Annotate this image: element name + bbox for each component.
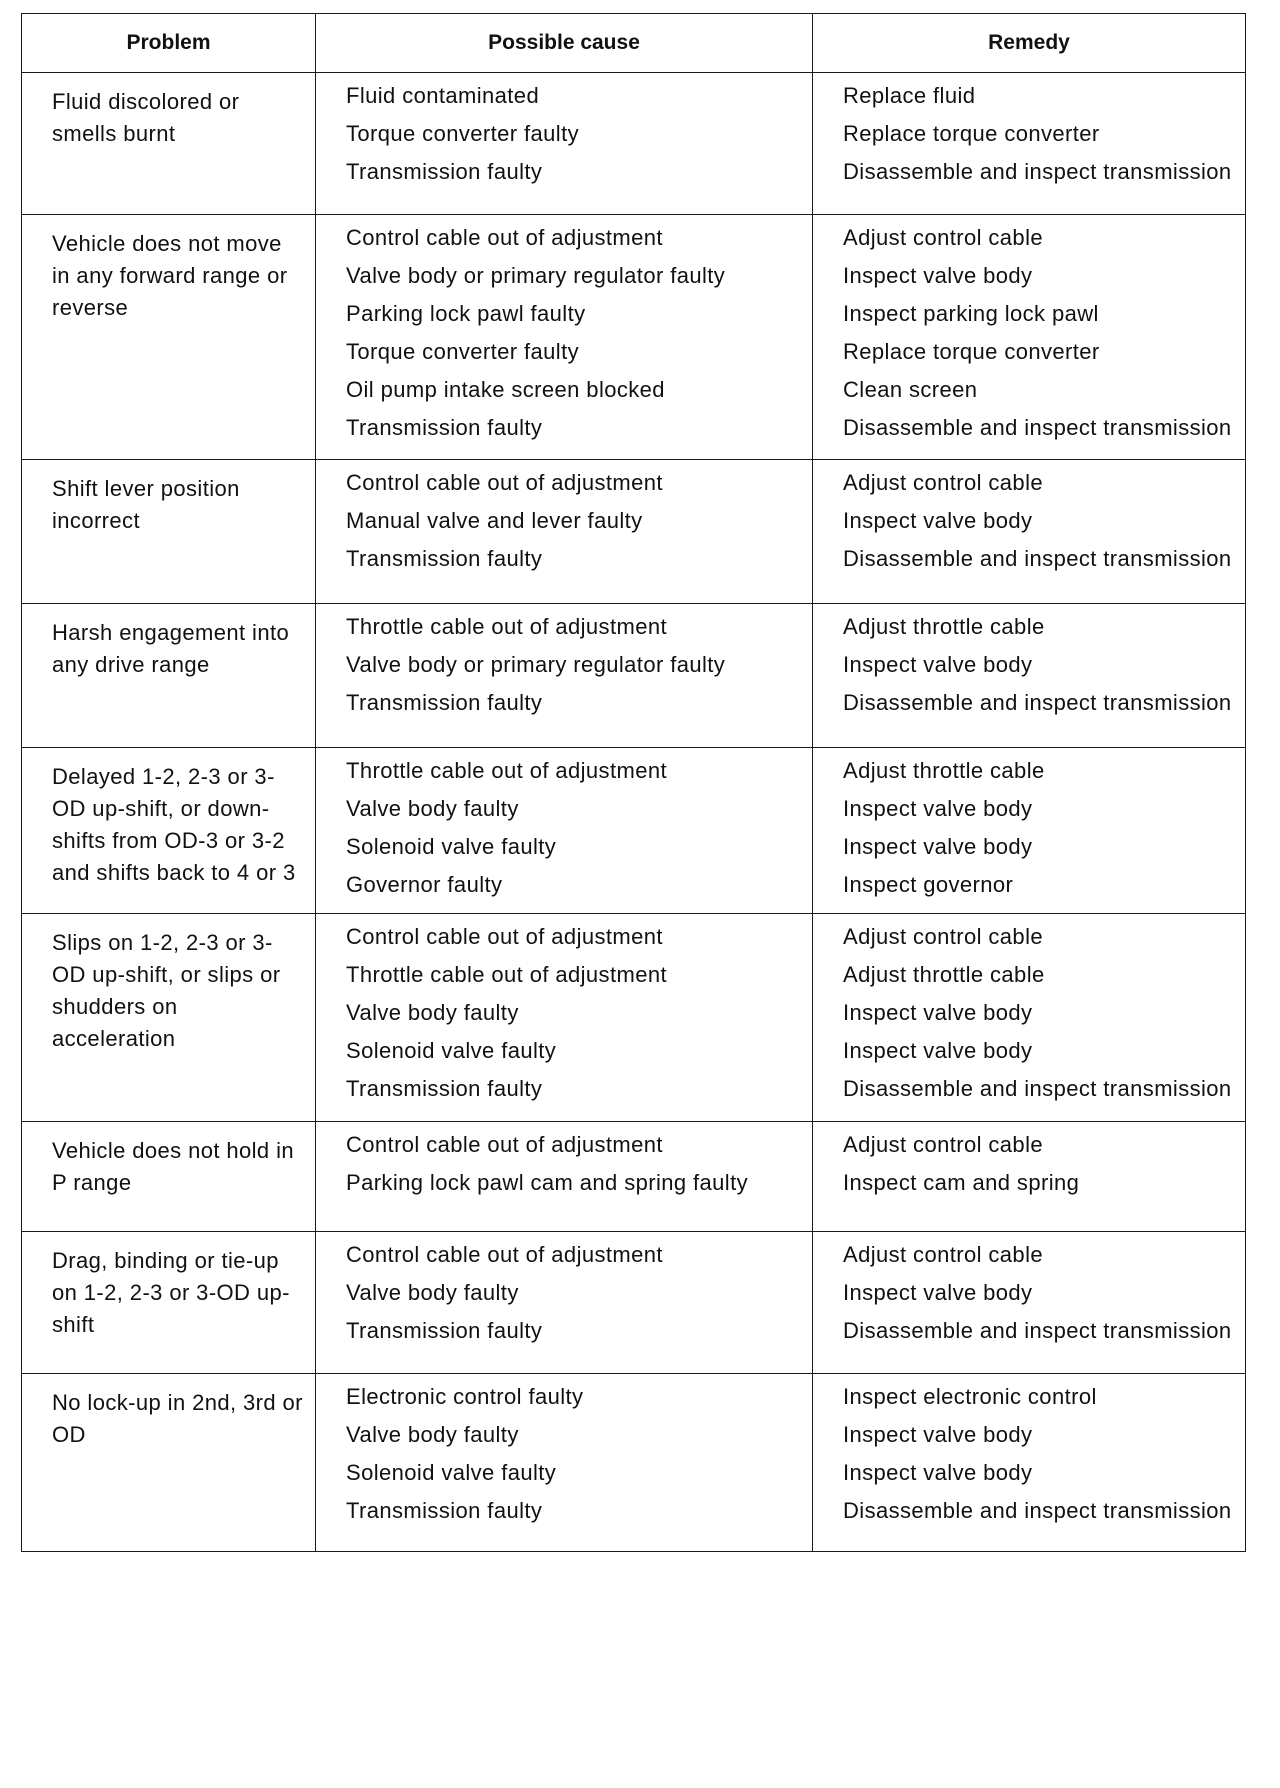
table-row xyxy=(22,748,1246,914)
table-row xyxy=(22,73,1246,215)
table-row xyxy=(22,914,1246,1122)
header-possible-cause: Possible cause xyxy=(316,14,813,73)
cause-item: Control cable out of adjustment xyxy=(346,924,663,949)
cause-item: Transmission faulty xyxy=(346,546,543,571)
cause-item: Valve body faulty xyxy=(346,1422,519,1447)
remedy-item: Inspect governor xyxy=(843,872,1014,897)
remedy-item: Adjust control cable xyxy=(843,1242,1043,1267)
problem-cell xyxy=(22,1122,316,1232)
problem-cell xyxy=(22,914,316,1122)
remedy-cell xyxy=(813,1122,1246,1232)
cause-item: Solenoid valve faulty xyxy=(346,1038,557,1063)
cause-item: Solenoid valve faulty xyxy=(346,1460,557,1485)
problem-text: Vehicle does not move in any forward range or reverse xyxy=(52,231,288,320)
remedy-item: Disassemble and inspect transmission xyxy=(843,1498,1232,1523)
remedy-item: Inspect cam and spring xyxy=(843,1170,1080,1195)
problem-cell xyxy=(22,604,316,748)
cause-item: Control cable out of adjustment xyxy=(346,225,663,250)
remedy-item: Disassemble and inspect transmission xyxy=(843,690,1232,715)
remedy-item: Inspect valve body xyxy=(843,1422,1033,1447)
header-remedy: Remedy xyxy=(813,14,1246,73)
remedy-cell xyxy=(813,1374,1246,1552)
header-problem: Problem xyxy=(22,14,316,73)
problem-text: Delayed 1-2, 2-3 or 3-OD up-shift, or down-shifts from OD-3 or 3-2 and shifts back to 4 or 3 xyxy=(52,764,296,885)
remedy-item: Inspect valve body xyxy=(843,508,1033,533)
remedy-item: Inspect valve body xyxy=(843,1000,1033,1025)
problem-cell xyxy=(22,73,316,215)
cause-item: Transmission faulty xyxy=(346,159,543,184)
table-row xyxy=(22,1122,1246,1232)
cause-item: Transmission faulty xyxy=(346,1318,543,1343)
remedy-item: Replace torque converter xyxy=(843,339,1100,364)
table-row xyxy=(22,1374,1246,1552)
possible-cause-cell xyxy=(316,1232,813,1374)
table-header-row xyxy=(22,14,1246,73)
problem-text: No lock-up in 2nd, 3rd or OD xyxy=(52,1390,303,1447)
table-row xyxy=(22,1232,1246,1374)
problem-cell xyxy=(22,460,316,604)
possible-cause-cell xyxy=(316,215,813,460)
remedy-item: Replace torque converter xyxy=(843,121,1100,146)
problem-text: Harsh engagement into any drive range xyxy=(52,620,290,677)
remedy-item: Disassemble and inspect transmission xyxy=(843,159,1232,184)
cause-item: Throttle cable out of adjustment xyxy=(346,962,667,987)
table-row xyxy=(22,215,1246,460)
possible-cause-cell xyxy=(316,604,813,748)
cause-item: Parking lock pawl cam and spring faulty xyxy=(346,1170,749,1195)
remedy-cell xyxy=(813,73,1246,215)
cause-item: Parking lock pawl faulty xyxy=(346,301,586,326)
table-row xyxy=(22,604,1246,748)
remedy-cell xyxy=(813,215,1246,460)
remedy-item: Disassemble and inspect transmission xyxy=(843,415,1232,440)
remedy-item: Inspect electronic control xyxy=(843,1384,1097,1409)
cause-item: Throttle cable out of adjustment xyxy=(346,758,667,783)
problem-text: Drag, binding or tie-up on 1-2, 2-3 or 3-OD up-shift xyxy=(52,1248,290,1337)
cause-item: Transmission faulty xyxy=(346,1076,543,1101)
possible-cause-cell xyxy=(316,460,813,604)
remedy-item: Inspect valve body xyxy=(843,652,1033,677)
troubleshooting-table xyxy=(21,13,1246,1552)
remedy-item: Adjust control cable xyxy=(843,924,1043,949)
remedy-item: Inspect valve body xyxy=(843,834,1033,859)
remedy-item: Adjust throttle cable xyxy=(843,614,1045,639)
problem-text: Slips on 1-2, 2-3 or 3-OD up-shift, or slips or shudders on acceleration xyxy=(52,930,281,1051)
remedy-item: Disassemble and inspect transmission xyxy=(843,546,1232,571)
cause-item: Throttle cable out of adjustment xyxy=(346,614,667,639)
remedy-item: Clean screen xyxy=(843,377,978,402)
remedy-item: Adjust control cable xyxy=(843,225,1043,250)
cause-item: Governor faulty xyxy=(346,872,503,897)
remedy-item: Inspect valve body xyxy=(843,1460,1033,1485)
remedy-item: Replace fluid xyxy=(843,83,976,108)
cause-item: Torque converter faulty xyxy=(346,121,579,146)
cause-item: Torque converter faulty xyxy=(346,339,579,364)
problem-text: Shift lever position incorrect xyxy=(52,476,240,533)
remedy-item: Inspect valve body xyxy=(843,263,1033,288)
remedy-cell xyxy=(813,460,1246,604)
remedy-item: Disassemble and inspect transmission xyxy=(843,1318,1232,1343)
cause-item: Valve body faulty xyxy=(346,796,519,821)
problem-text: Fluid discolored or smells burnt xyxy=(52,89,240,146)
remedy-item: Inspect valve body xyxy=(843,1038,1033,1063)
cause-item: Solenoid valve faulty xyxy=(346,834,557,859)
remedy-item: Disassemble and inspect transmission xyxy=(843,1076,1232,1101)
cause-item: Valve body faulty xyxy=(346,1280,519,1305)
problem-cell xyxy=(22,215,316,460)
cause-item: Manual valve and lever faulty xyxy=(346,508,643,533)
cause-item: Valve body faulty xyxy=(346,1000,519,1025)
problem-cell xyxy=(22,748,316,914)
problem-cell xyxy=(22,1232,316,1374)
table-row xyxy=(22,460,1246,604)
cause-item: Transmission faulty xyxy=(346,690,543,715)
cause-item: Control cable out of adjustment xyxy=(346,1132,663,1157)
remedy-item: Adjust control cable xyxy=(843,1132,1043,1157)
cause-item: Valve body or primary regulator faulty xyxy=(346,263,726,288)
remedy-cell xyxy=(813,748,1246,914)
remedy-item: Inspect parking lock pawl xyxy=(843,301,1099,326)
remedy-cell xyxy=(813,914,1246,1122)
cause-item: Transmission faulty xyxy=(346,415,543,440)
remedy-item: Adjust control cable xyxy=(843,470,1043,495)
possible-cause-cell xyxy=(316,1122,813,1232)
problem-text: Vehicle does not hold in P range xyxy=(52,1138,294,1195)
possible-cause-cell xyxy=(316,1374,813,1552)
remedy-cell xyxy=(813,1232,1246,1374)
remedy-item: Adjust throttle cable xyxy=(843,962,1045,987)
cause-item: Electronic control faulty xyxy=(346,1384,584,1409)
remedy-item: Inspect valve body xyxy=(843,1280,1033,1305)
possible-cause-cell xyxy=(316,914,813,1122)
remedy-cell xyxy=(813,604,1246,748)
remedy-item: Adjust throttle cable xyxy=(843,758,1045,783)
cause-item: Oil pump intake screen blocked xyxy=(346,377,665,402)
remedy-item: Inspect valve body xyxy=(843,796,1033,821)
cause-item: Fluid contaminated xyxy=(346,83,540,108)
cause-item: Control cable out of adjustment xyxy=(346,1242,663,1267)
problem-cell xyxy=(22,1374,316,1552)
possible-cause-cell xyxy=(316,748,813,914)
cause-item: Transmission faulty xyxy=(346,1498,543,1523)
possible-cause-cell xyxy=(316,73,813,215)
cause-item: Control cable out of adjustment xyxy=(346,470,663,495)
cause-item: Valve body or primary regulator faulty xyxy=(346,652,726,677)
